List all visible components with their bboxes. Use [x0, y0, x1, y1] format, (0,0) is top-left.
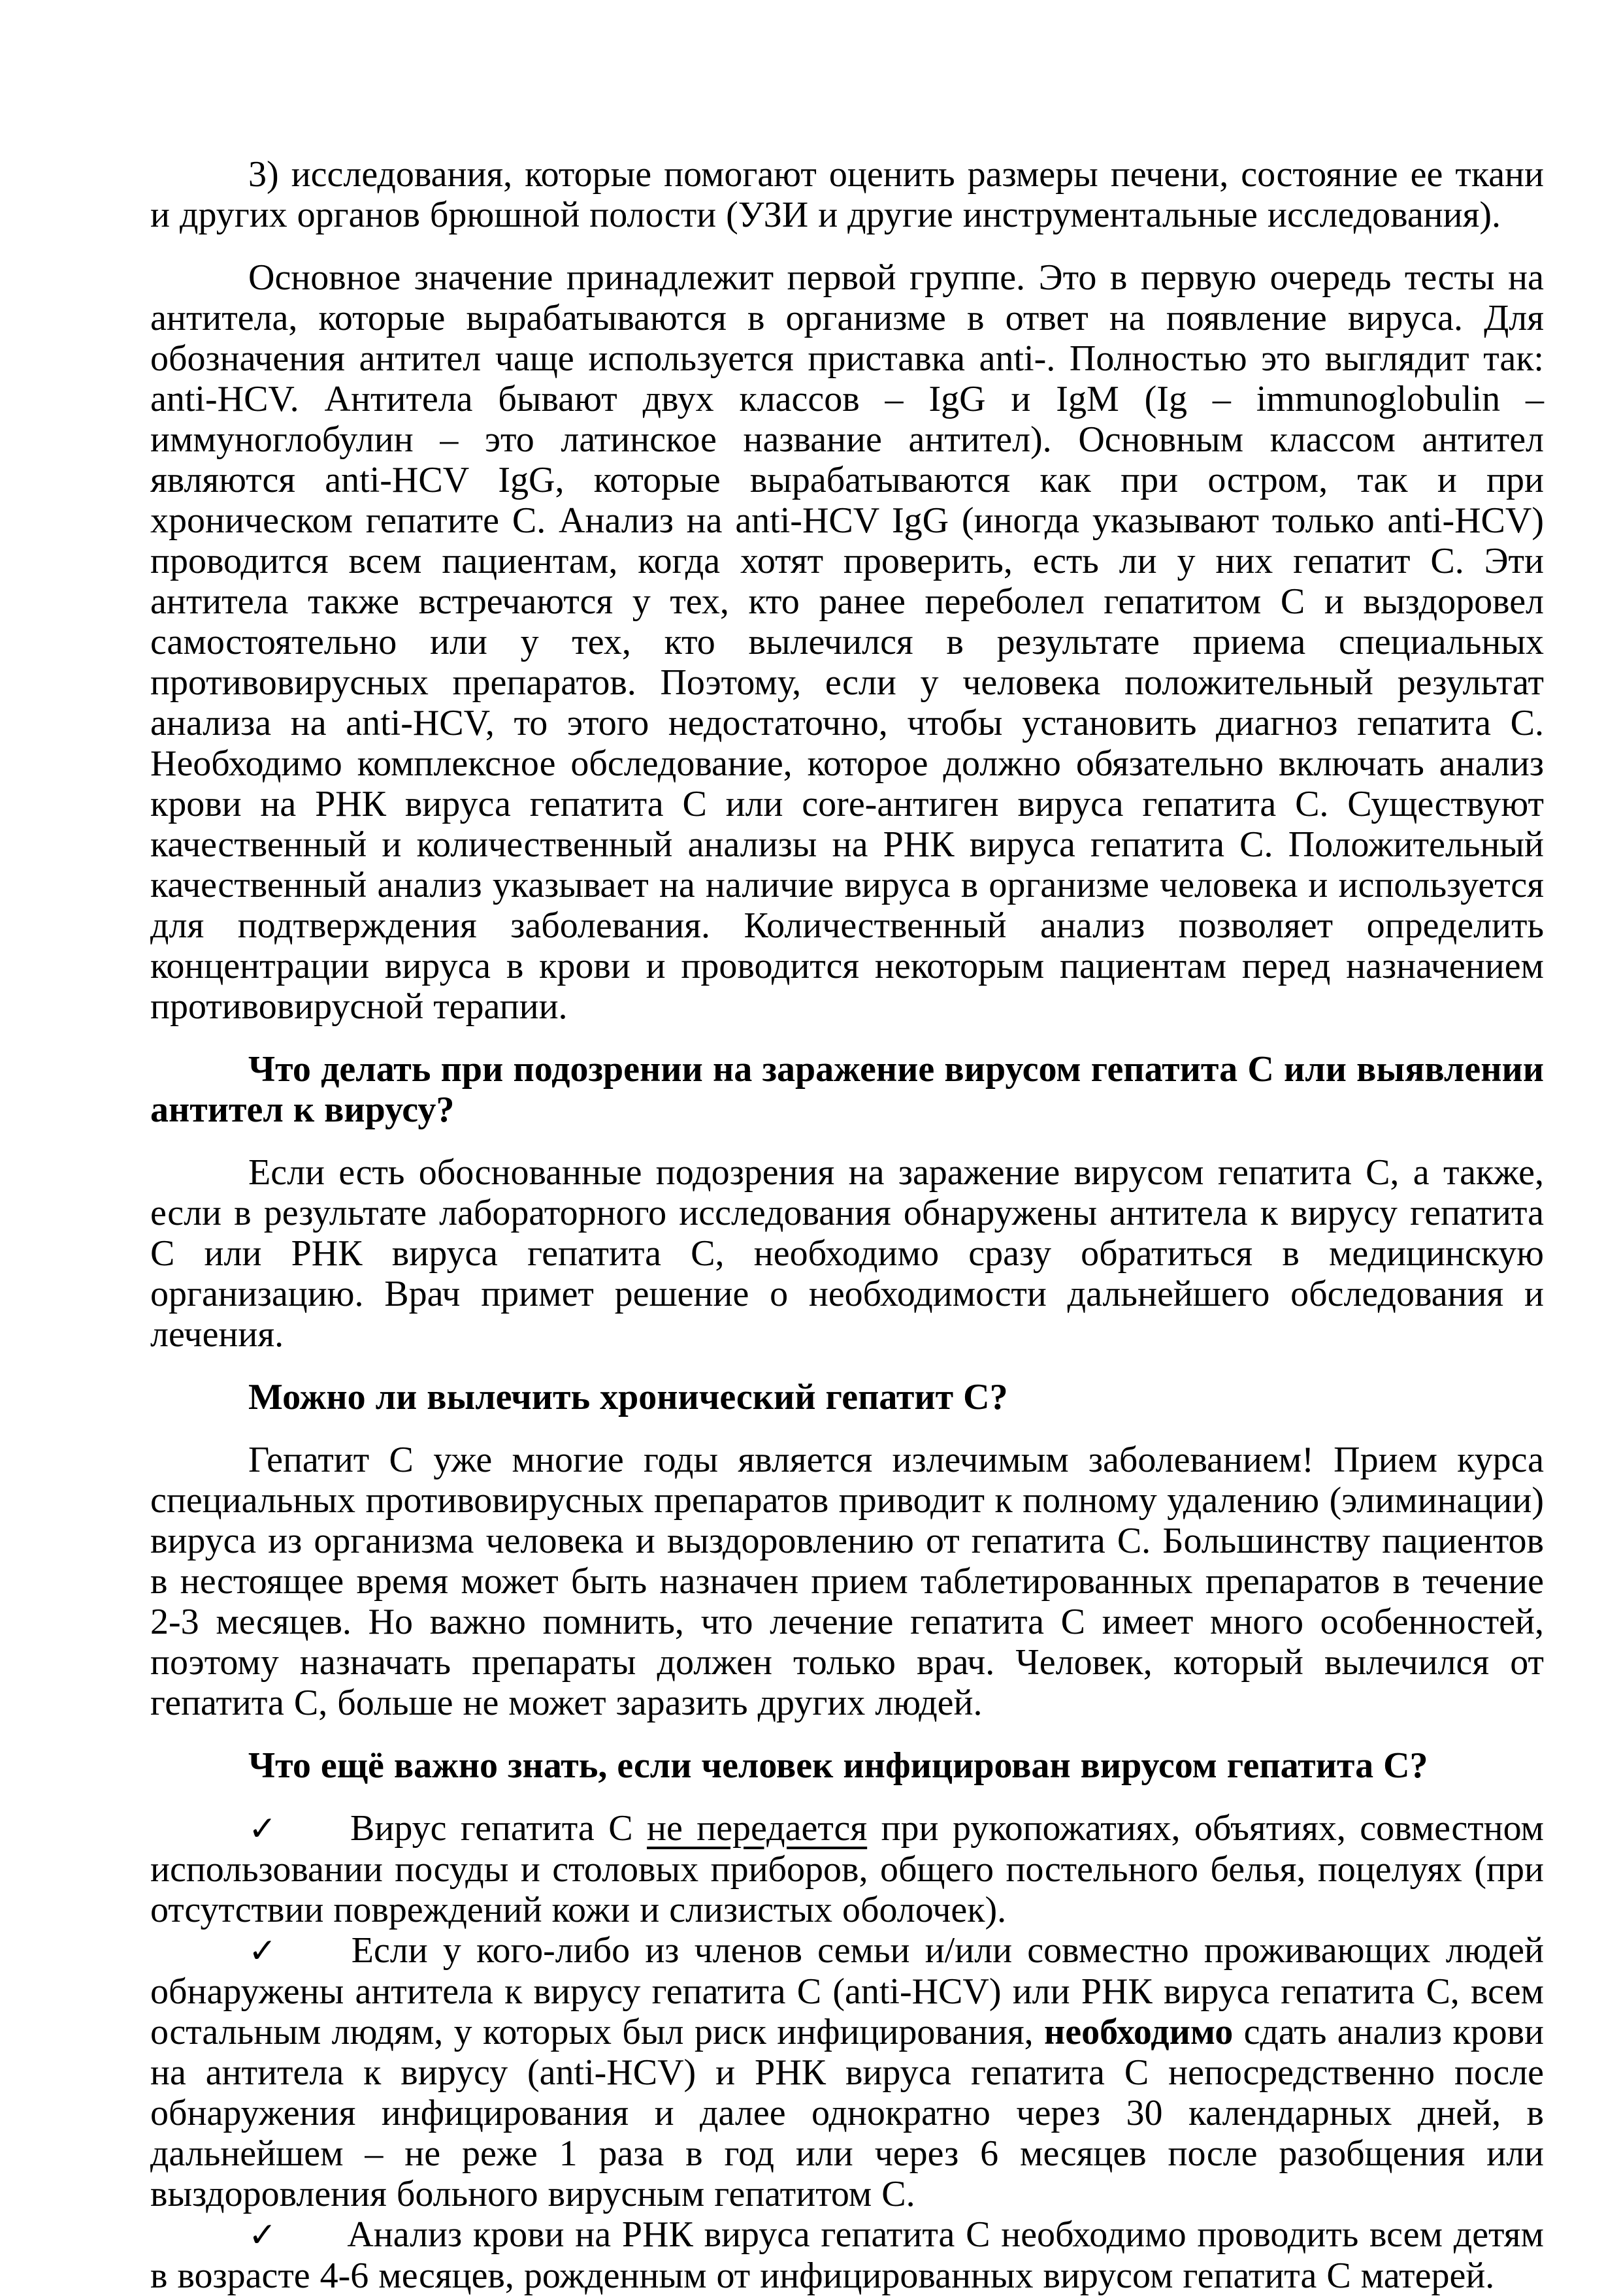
text-run: Если у кого-либо из членов семьи и/или совместно проживающих людей обнаружены антитела к вирусу гепатита С (anti-HCV) или РНК вируса гепатита С, всем остальным людям, у которых был риск инфицирования, [150, 1930, 1544, 2052]
section-heading [150, 1745, 1544, 1786]
checkmark-icon: ✓ [248, 2216, 278, 2255]
checkmark-icon: ✓ [248, 1932, 282, 1971]
checkmark-icon: ✓ [248, 1809, 281, 1849]
text-run: при рукопожатиях, объятиях, совместном использовании посуды и столовых приборов, общего постельного белья, поцелуях (при отсутствии повреждений кожи и слизистых оболочек). [150, 1808, 1544, 1930]
text-run: Гепатит С уже многие годы является излечимым заболеванием! Прием курса специальных противовирусных препаратов приводит к полному удалению (элиминации) вируса из организма человека и выздоровлению от гепатита С. Большинству пациентов в нестоящее время может быть назначен прием таблетированных препаратов в течение 2-3 месяцев. Но важно помнить, что лечение гепатита С имеет много особенностей, поэтому назначать препараты должен только врач. Человек, который вылечился от гепатита С, больше не может заразить других людей. [150, 1440, 1544, 1723]
text-run-underline: не передается [646, 1808, 868, 1849]
bullet-item [150, 1808, 1544, 1930]
bullet-item [150, 1930, 1544, 2214]
text-run: 3) исследования, которые помогают оценить размеры печени, состояние ее ткани и других органов брюшной полости (УЗИ и другие инструментальные исследования). [150, 154, 1544, 235]
document-content [150, 154, 1544, 2296]
bullet-item [150, 2214, 1544, 2296]
text-run-bold: необходимо [1044, 2012, 1234, 2052]
text-run: Основное значение принадлежит первой группе. Это в первую очередь тесты на антитела, которые вырабатываются в организме в ответ на появление вируса. Для обозначения антител чаще используется приставка anti-. Полностью это выглядит так: anti-HCV. Антитела бывают двух классов – IgG и IgM (Ig – immunoglobulin – иммуноглобулин – это латинское название антител). Основным классом антител являются anti-HCV IgG, которые вырабатываются как при остром, так и при хроническом гепатите С. Анализ на anti-HCV IgG (иногда указывают только anti-HCV) проводится всем пациентам, когда хотят проверить, есть ли у них гепатит С. Эти антитела также встречаются у тех, кто ранее переболел гепатитом С и выздоровел самостоятельно или у тех, кто вылечился в результате приема специальных противовирусных препаратов. Поэтому, если у человека положительный результат анализа на anti-HCV, то этого недостаточно, чтобы установить диагноз гепатита С. Необходимо комплексное обследование, которое должно обязательно включать анализ крови на РНК вируса гепатита С или core-антиген вируса гепатита С. Существуют качественный и количественный анализы на РНК вируса гепатита С. Положительный качественный анализ указывает на наличие вируса в организме человека и используется для подтверждения заболевания. Количественный анализ позволяет определить концентрации вируса в крови и проводится некоторым пациентам перед назначением противовирусной терапии. [150, 257, 1544, 1027]
text-run: Анализ крови на РНК вируса гепатита С необходимо проводить всем детям в возрасте 4-6 месяцев, рожденным от инфицированных вирусом гепатита С матерей. [150, 2214, 1544, 2296]
section-heading [150, 1049, 1544, 1130]
text-run: сдать анализ крови на антитела к вирусу (anti-HCV) и РНК вируса гепатита С непосредственно после обнаружения инфицирования и далее однократно через 30 календарных дней, в дальнейшем – не реже 1 раза в год или через 6 месяцев после разобщения или выздоровления больного вирусным гепатитом С. [150, 2012, 1544, 2214]
text-run: Если есть обоснованные подозрения на заражение вирусом гепатита С, а также, если в результате лабораторного исследования обнаружены антитела к вирусу гепатита С или РНК вируса гепатита С, необходимо сразу обратиться в медицинскую организацию. Врач примет решение о необходимости дальнейшего обследования и лечения. [150, 1152, 1544, 1355]
text-run: Можно ли вылечить хронический гепатит С? [248, 1377, 1008, 1417]
body-paragraph [150, 154, 1544, 235]
section-heading [150, 1377, 1544, 1417]
text-run: Что ещё важно знать, если человек инфицирован вирусом гепатита С? [248, 1745, 1428, 1786]
text-run: Вирус гепатита С [350, 1808, 647, 1849]
body-paragraph [150, 1152, 1544, 1355]
text-run: Что делать при подозрении на заражение вирусом гепатита С или выявлении антител к вирусу? [150, 1049, 1544, 1130]
body-paragraph [150, 257, 1544, 1027]
body-paragraph [150, 1440, 1544, 1723]
